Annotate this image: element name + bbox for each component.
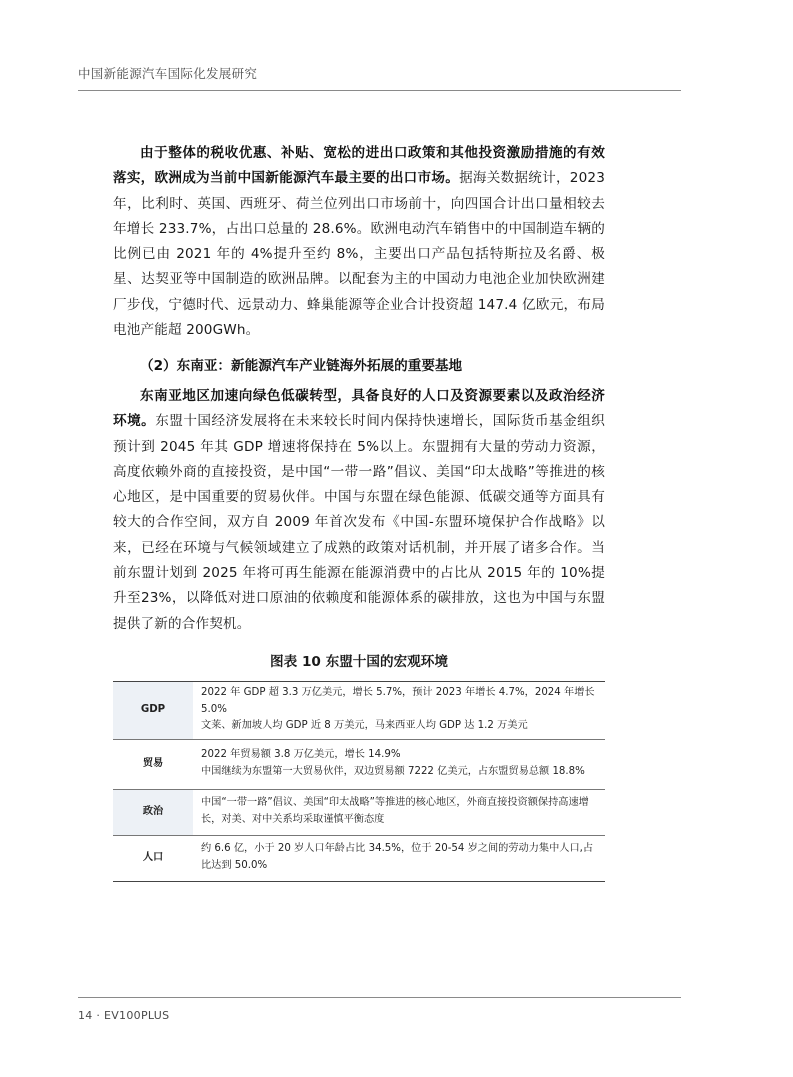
row-line: 中国继续为东盟第一大贸易伙伴，双边贸易额 7222 亿美元，占东盟贸易总额 18.8% (201, 765, 585, 777)
body-paragraph-europe (113, 141, 605, 343)
row-line: 2022 年 GDP 超 3.3 万亿美元，增长 5.7%，预计 2023 年增长 4.7%，2024 年增长 5.0% (201, 687, 595, 715)
paragraph-lead-bold: 东南亚地区加速向绿色低碳转型，具备良好的人口及资源要素以及政治经济环境。 (113, 388, 605, 430)
row-content (193, 682, 605, 740)
row-line: 中国“一带一路”倡议、美国“印太战略”等推进的核心地区，外商直接投资额保持高速增长，对美、对中关系均采取谨慎平衡态度 (201, 797, 589, 825)
row-label-politics: 政治 (113, 789, 193, 835)
row-line: 约 6.6 亿，小于 20 岁人口年龄占比 34.5%，位于 20-54 岁之间的劳动力集中人口,占比达到 50.0% (201, 843, 594, 871)
row-label-trade: 贸易 (113, 739, 193, 789)
table-row (113, 739, 605, 789)
page-footer: 14 · EV100PLUS (78, 1009, 170, 1022)
row-line: 2022 年贸易额 3.8 万亿美元，增长 14.9% (201, 749, 401, 760)
section-subheading: （2）东南亚：新能源汽车产业链海外拓展的重要基地 (140, 358, 463, 374)
macro-environment-table (113, 681, 605, 882)
table-row (113, 789, 605, 835)
paragraph-text: 东盟十国经济发展将在未来较长时间内保持快速增长，国际货币基金组织预计到 2045 年其 GDP 增速将保持在 5%以上。东盟拥有大量的劳动力资源，高度依赖外商的直接投资，是中国“一带一路”倡议、美国“印太战略”等推进的核心地区，是中国重要的贸易伙伴。中国与东盟在绿色能源、低碳交通等方面具有较大的合作空间，双方自 2009 年首次发布《中国-东盟环境保护合作战略》以来，已经在环境与气候领域建立了成熟的政策对话机制，并开展了诸多合作。当前东盟计划到 2025 年将可再生能源在能源消费中的占比从 2015 年的 10%提升至23%，以降低对进口原油的依赖度和能源体系的碳排放，这也为中国与东盟提供了新的合作契机。 (113, 413, 605, 632)
paragraph-text: 据海关数据统计，2023 年，比利时、英国、西班牙、荷兰位列出口市场前十，向四国合计出口量相较去年增长 233.7%，占出口总量的 28.6%。欧洲电动汽车销售中的中国制造车辆的比例已由 2021 年的 4%提升至约 8%，主要出口产品包括特斯拉及名爵、极星、达契亚等中国制造的欧洲品牌。以配套为主的中国动力电池企业加快欧洲建厂步伐，宁德时代、远景动力、蜂巢能源等企业合计投资超 147.4 亿欧元，布局电池产能超 200GWh。 (113, 170, 605, 339)
paragraph-lead-bold: 由于整体的税收优惠、补贴、宽松的进出口政策和其他投资激励措施的有效落实，欧洲成为当前中国新能源汽车最主要的出口市场。 (113, 145, 605, 187)
footer-divider (78, 997, 681, 998)
table-row (113, 835, 605, 881)
row-content (193, 739, 605, 789)
running-header: 中国新能源汽车国际化发展研究 (78, 66, 258, 81)
row-label-gdp: GDP (113, 682, 193, 740)
row-label-population: 人口 (113, 835, 193, 881)
row-content (193, 789, 605, 835)
header-divider (78, 90, 681, 91)
body-paragraph-southeast-asia (113, 384, 605, 637)
table-row (113, 682, 605, 740)
figure-title: 图表 10 东盟十国的宏观环境 (270, 654, 448, 670)
row-content (193, 835, 605, 881)
row-line: 文莱、新加坡人均 GDP 近 8 万美元，马来西亚人均 GDP 达 1.2 万美元 (201, 720, 528, 731)
